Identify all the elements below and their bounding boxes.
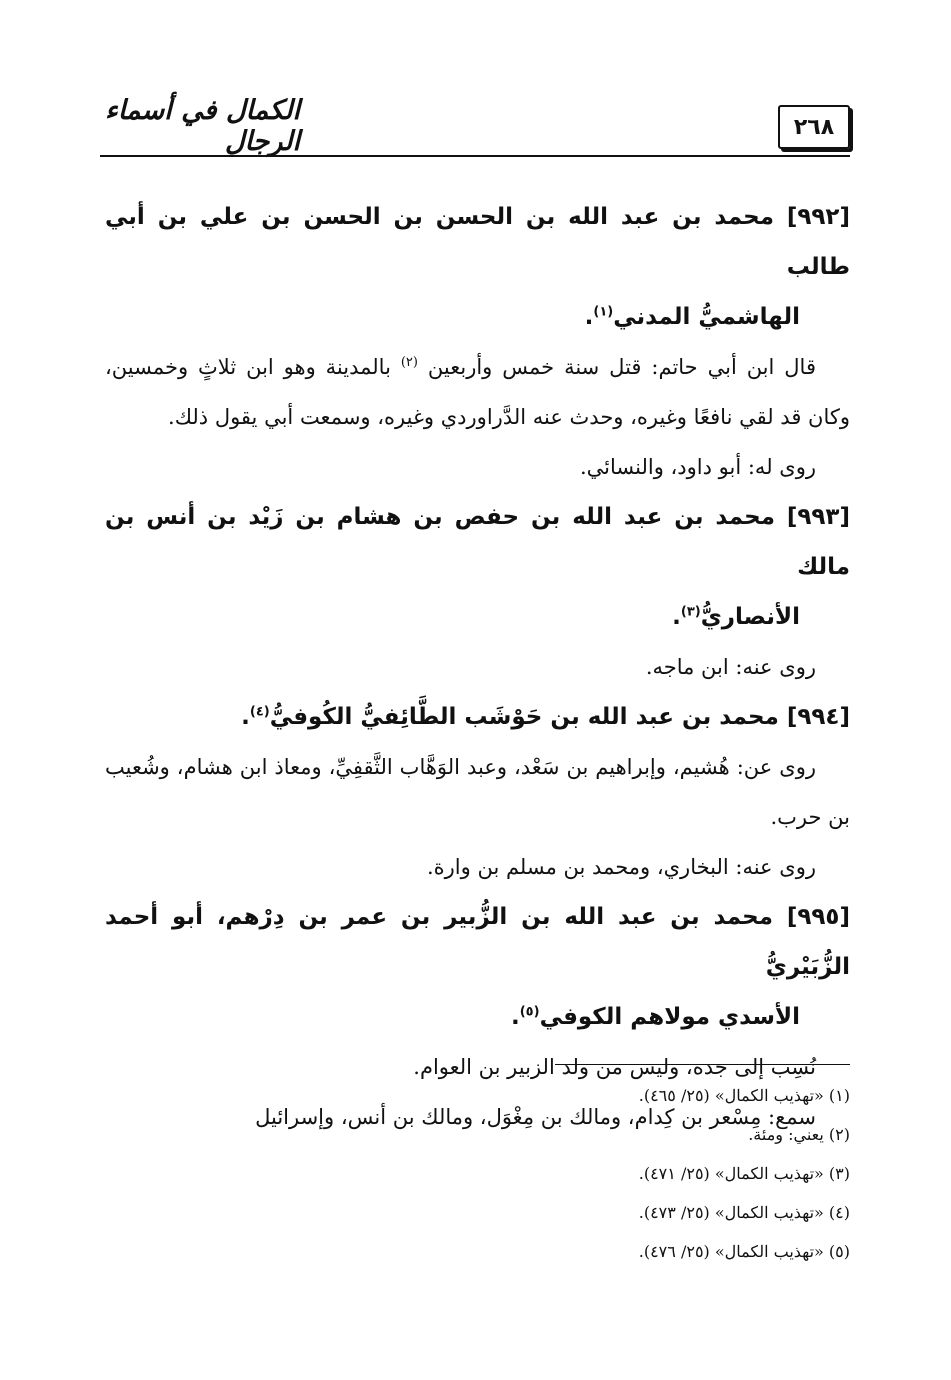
main-text (105, 192, 850, 1142)
footnote-ref: (٢) (400, 355, 418, 370)
footnote: (٢) يعني: ومئة. (748, 1125, 850, 1144)
footnote-ref: (٥) (519, 1004, 540, 1020)
entry-paragraph: نُسِب إلى جده، وليس من ولد الزبير بن العوام. (413, 1055, 816, 1079)
footnote-divider (555, 1064, 850, 1065)
entry-title-continuation: الأنصاريُّ$^{(٣)}$. (672, 604, 800, 630)
entry-paragraph: روى عن: هُشيم، وإبراهيم بن سَعْد، وعبد الوَهَّاب الثَّقفِيِّ، ومعاذ ابن هشام، وشُعيب بن حرب. (105, 755, 850, 829)
page-number: ٢٦٨ (778, 105, 850, 149)
page-header (100, 95, 850, 157)
entry-title-continuation: الأسدي مولاهم الكوفي$^{(٥)}$. (510, 1004, 800, 1030)
entry-title-continuation: الهاشميُّ المدني$^{(١)}$. (584, 304, 800, 330)
footnote-ref: (٤) (249, 704, 270, 720)
entry-title-line: [٩٩٥] محمد بن عبد الله بن الزُّبير بن عمر بن دِرْهم، أبو أحمد الزُّبَيْريُّ (105, 904, 850, 980)
header-divider (100, 155, 850, 157)
footnotes (105, 1076, 850, 1271)
footnote-ref: (١) (593, 304, 614, 320)
entry-paragraph: روى عنه: البخاري، ومحمد بن مسلم بن وارة. (426, 855, 816, 879)
running-title: الكمال في أسماء الرجال (105, 95, 300, 157)
entry-paragraph: قال ابن أبي حاتم: قتل سنة خمس وأربعين $^{(٢)}$ بالمدينة وهو ابن ثلاثٍ وخمسين، وكان قد لقي نافعًا وغيره، وحدث عنه الدَّراوردي وغيره، وسمعت أبي يقول ذلك. (105, 355, 850, 429)
entry-title-line: [٩٩٢] محمد بن عبد الله بن الحسن بن الحسن بن علي بن أبي طالب (105, 204, 850, 280)
footnote: (٥) «تهذيب الكمال» (٢٥/ ٤٧٦). (638, 1242, 850, 1261)
entry-paragraph: روى عنه: ابن ماجه. (645, 655, 816, 679)
entry-title-992 (105, 192, 850, 342)
footnote: (١) «تهذيب الكمال» (٢٥/ ٤٦٥). (638, 1086, 850, 1105)
entry-title-994: [٩٩٤] محمد بن عبد الله بن حَوْشَب الطَّائِفيُّ الكُوفيُّ$^{(٤)}$. (241, 704, 850, 730)
entry-paragraph: سمع: مِسْعر بن كِدام، ومالك بن مِغْوَل، ومالك بن أنس، وإسرائيل (255, 1105, 816, 1129)
entry-paragraph: روى له: أبو داود، والنسائي. (579, 455, 816, 479)
footnote-ref: (٣) (680, 604, 701, 620)
footnote: (٣) «تهذيب الكمال» (٢٥/ ٤٧١). (638, 1164, 850, 1183)
entry-title-line: [٩٩٣] محمد بن عبد الله بن حفص بن هشام بن زَيْد بن أنس بن مالك (105, 504, 850, 580)
footnote: (٤) «تهذيب الكمال» (٢٥/ ٤٧٣). (638, 1203, 850, 1222)
entry-title-995 (105, 892, 850, 1042)
entry-title-993 (105, 492, 850, 642)
